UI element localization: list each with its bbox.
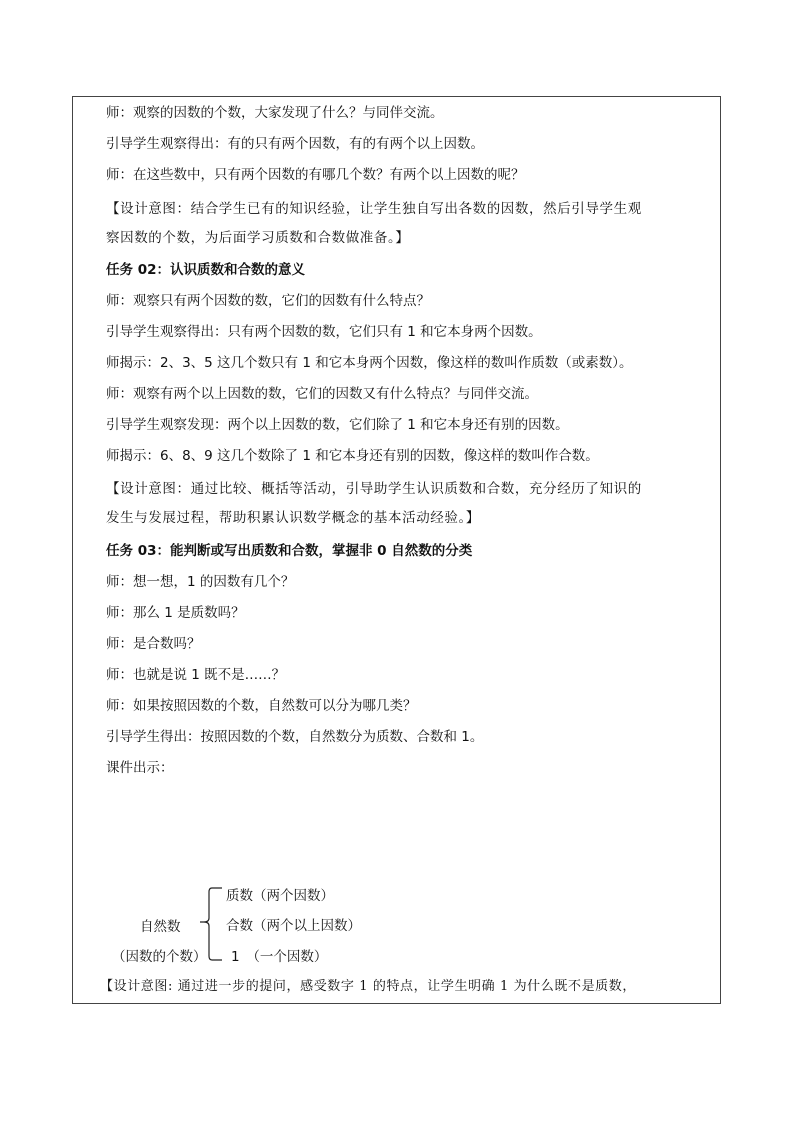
text-line: 师：在这些数中，只有两个因数的有哪几个数？有两个以上因数的呢？: [106, 167, 525, 183]
design-intent-text: 【设计意图：通过比较、概括等活动，引导助学生认识质数和合数，充分经历了知识的: [106, 481, 642, 497]
task-heading: 任务 02：认识质数和合数的意义: [106, 262, 305, 278]
text-line: 师：想一想，1 的因数有几个？: [106, 574, 295, 590]
text-line: 引导学生观察发现：两个以上因数的数，它们除了 1 和它本身还有别的因数。: [106, 417, 569, 433]
text-line: 师：观察有两个以上因数的数，它们的因数又有什么特点？与同伴交流。: [106, 386, 538, 402]
text-line: 师：也就是说 1 既不是……？: [106, 667, 286, 683]
design-intent-text: 【设计意图: 通过进一步的提问，感受数字 1 的特点，让学生明确 1 为什么既不是质数，: [100, 979, 636, 994]
task-heading: 任务 03：能判断或写出质数和合数，掌握非 0 自然数的分类: [106, 543, 473, 559]
text-line: 师揭示：6、8、9 这几个数除了 1 和它本身还有别的因数，像这样的数叫作合数。: [106, 448, 599, 464]
text-line: 师：是合数吗？: [106, 636, 201, 652]
diagram-root-sublabel: （因数的个数）: [112, 949, 207, 965]
text-line: 引导学生得出：按照因数的个数，自然数分为质数、合数和 1。: [106, 729, 484, 745]
text-line: 师：那么 1 是质数吗？: [106, 605, 245, 621]
text-line: 师：观察只有两个因数的数，它们的因数有什么特点？: [106, 293, 430, 309]
design-intent-text: 发生与发展过程，帮助积累认识数学概念的基本活动经验。】: [106, 510, 480, 526]
text-line: 师揭示：2、3、5 这几个数只有 1 和它本身两个因数，像这样的数叫作质数（或素数）。: [106, 355, 633, 371]
diagram-root-label: 自然数: [140, 919, 181, 935]
design-intent-text: 【设计意图：结合学生已有的知识经验，让学生独自写出各数的因数，然后引导学生观: [106, 201, 642, 217]
text-line: 引导学生观察得出：只有两个因数的数，它们只有 1 和它本身两个因数。: [106, 324, 542, 340]
text-line: 课件出示：: [106, 760, 174, 776]
text-line: 引导学生观察得出：有的只有两个因数，有的有两个以上因数。: [106, 136, 484, 152]
diagram-branch: 1 （一个因数）: [231, 949, 328, 965]
diagram-branch: 质数（两个因数）: [226, 888, 334, 904]
design-intent-text: 察因数的个数，为后面学习质数和合数做准备。】: [106, 230, 410, 246]
text-line: 师：如果按照因数的个数，自然数可以分为哪几类？: [106, 698, 417, 714]
diagram-branch: 合数（两个以上因数）: [226, 918, 361, 934]
text-line: 师：观察的因数的个数，大家发现了什么？与同伴交流。: [106, 105, 444, 121]
brace-icon: [198, 884, 224, 964]
